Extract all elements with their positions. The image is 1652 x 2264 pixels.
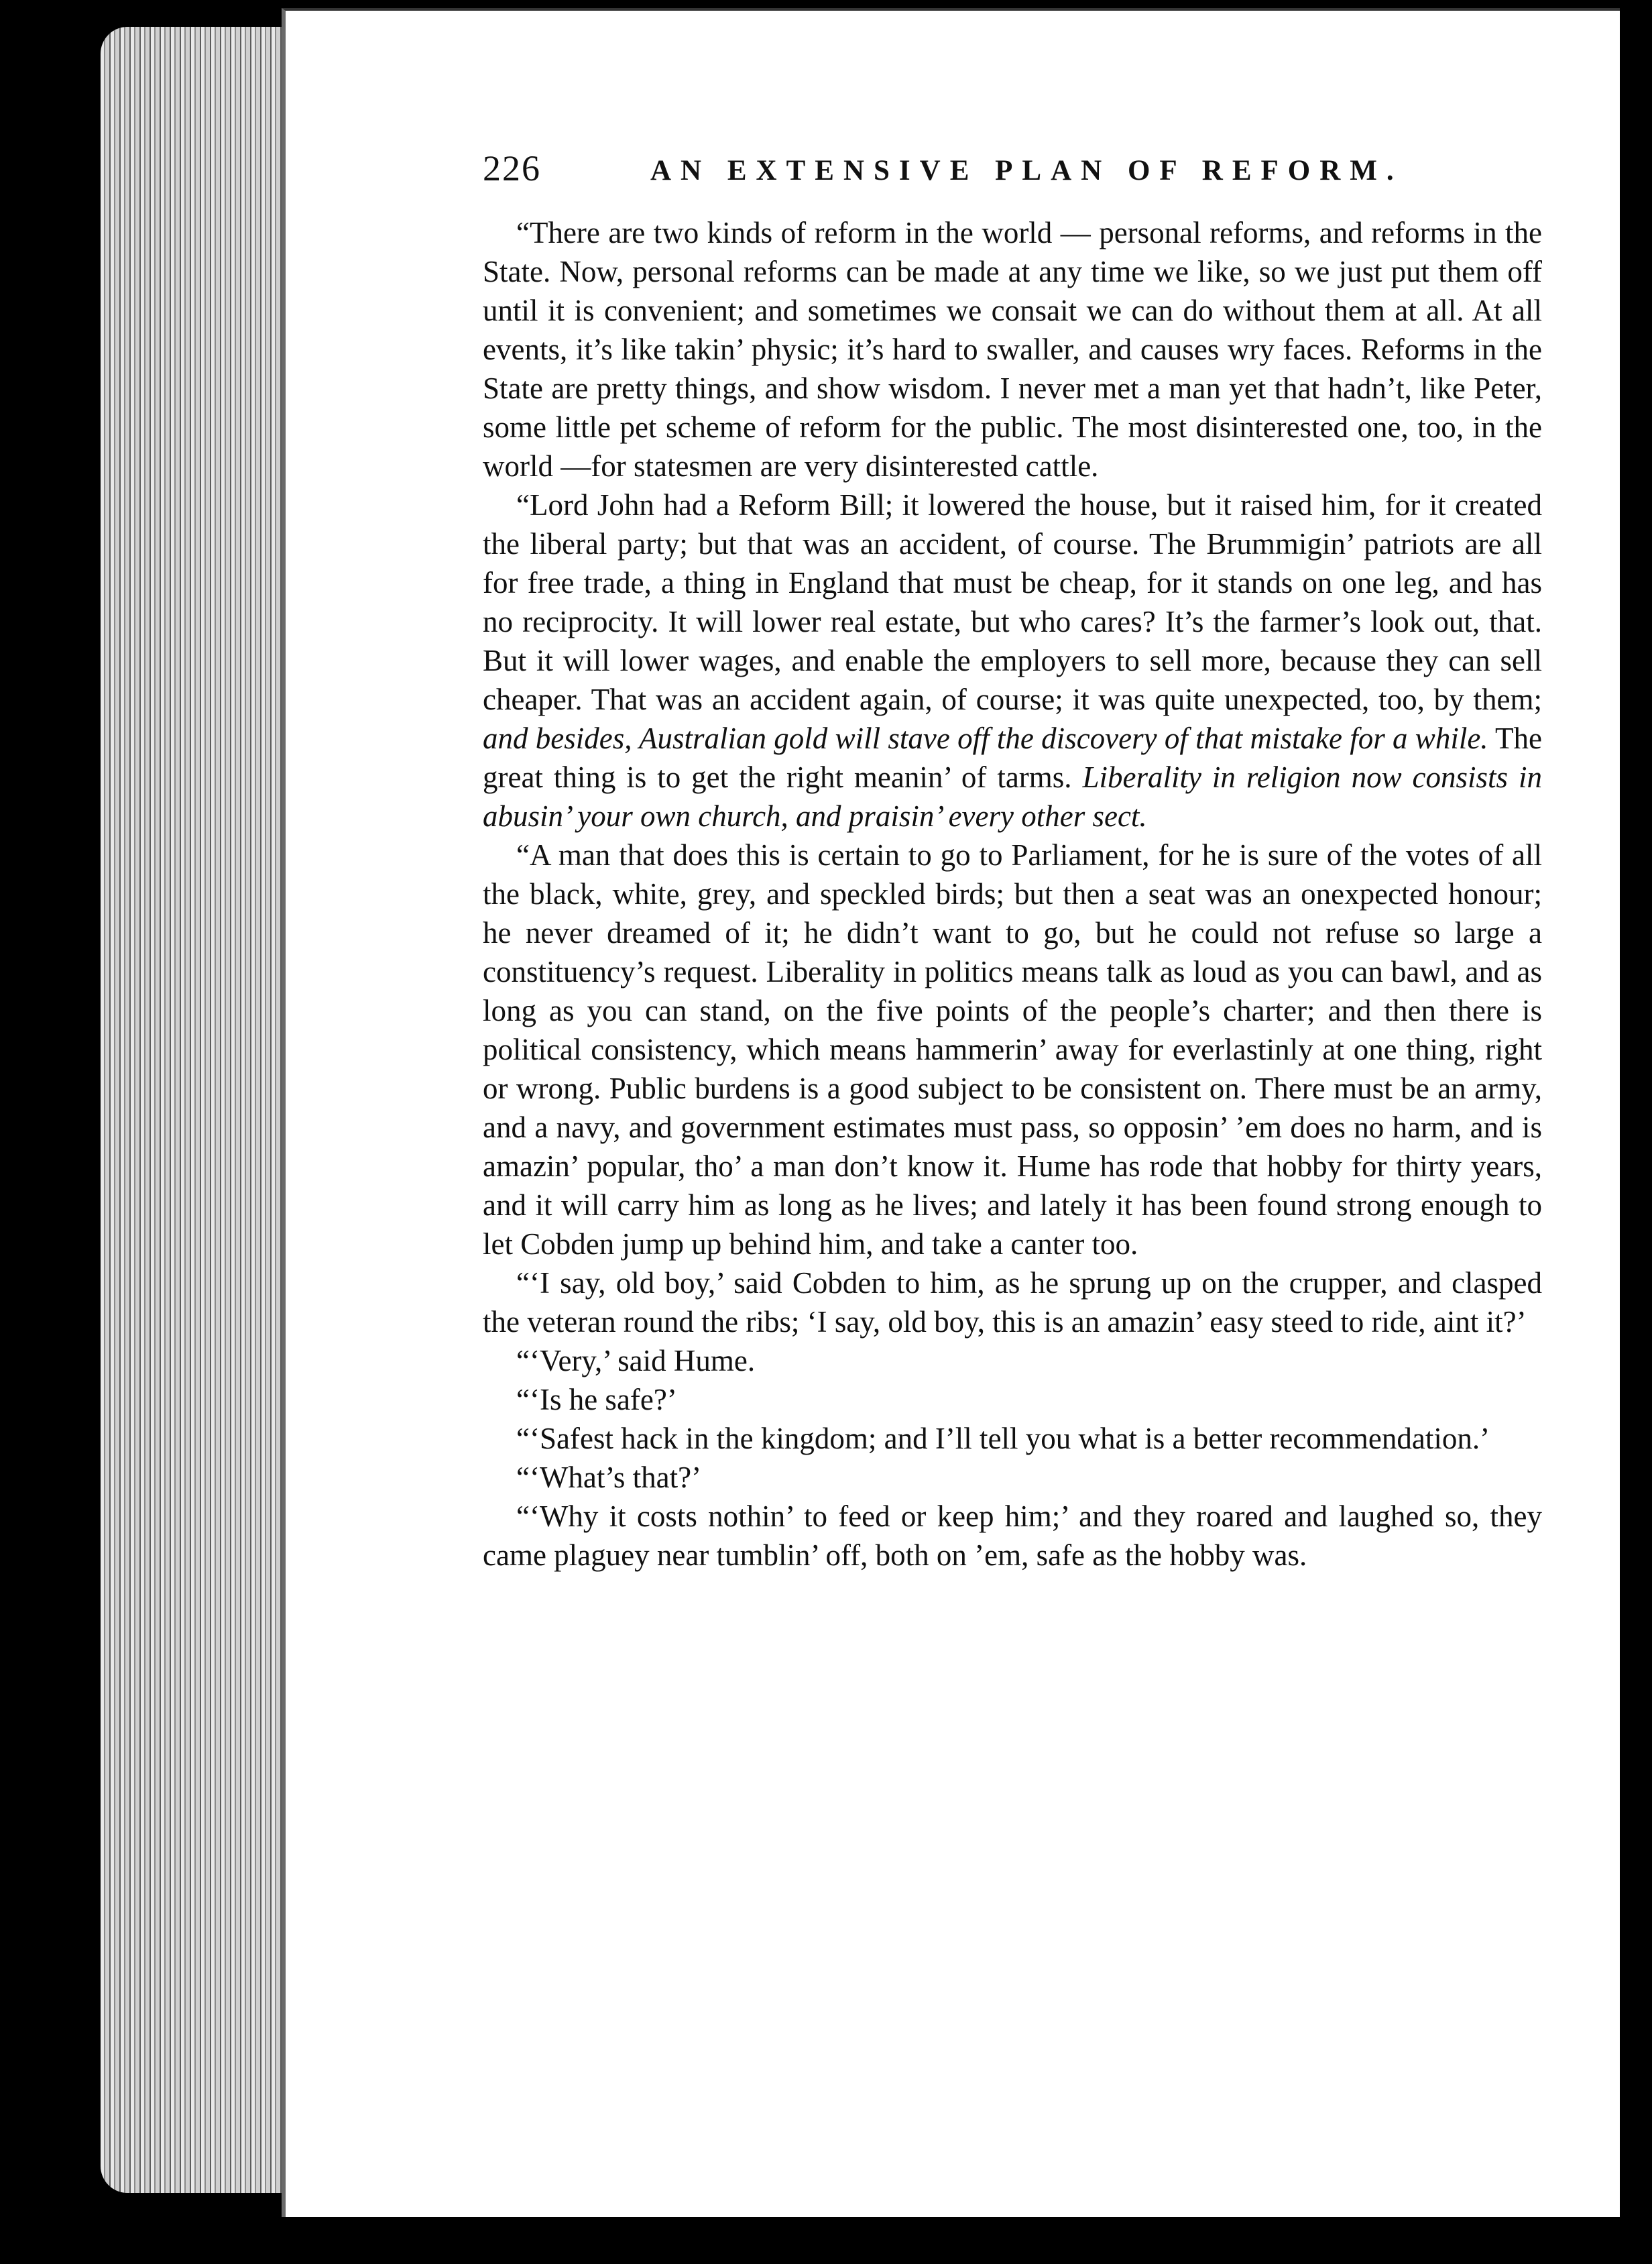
paragraph-6: “‘Is he safe?’ — [516, 1383, 677, 1416]
paragraph-9: “‘Why it costs nothin’ to feed or keep him;’ and they roared and laughed so, they came plaguey near tumblin’ off, both on ’em, safe as the hobby was. — [483, 1499, 1542, 1572]
page-header-title: AN EXTENSIVE PLAN OF REFORM. — [650, 155, 1403, 186]
paragraph-7: “‘Safest hack in the kingdom; and I’ll tell you what is a better recommendation.’ — [516, 1422, 1490, 1455]
page-number: 226 — [483, 148, 541, 188]
paragraph-4: “‘I say, old boy,’ said Cobden to him, as he sprung up on the crupper, and clasped the veteran round the ribs; ‘I say, old boy, this is an amazin’ easy steed to ride, aint it?’ — [483, 1266, 1542, 1339]
paragraph-2-italic-1: and besides, Australian gold will stave off the discovery of that mistake for a while. — [483, 722, 1488, 755]
paragraph-2 — [483, 486, 1542, 836]
paragraph-2-text: “Lord John had a Reform Bill; it lowered the house, but it raised him, for it created the liberal party; but that was an accident, of course. The Brummigin’ patriots are all for free trade, a thing in England that must be cheap, for it stands on one leg, and has no reciprocity. It will lower real estate, but who cares? It’s the farmer’s look out, that. But it will lower wages, and enable the employers to sell more, because they can sell cheaper. That was an accident again, of course; it was quite unexpected, too, by them; — [483, 488, 1542, 716]
page-content — [483, 149, 1542, 1575]
paragraph-8: “‘What’s that?’ — [516, 1461, 702, 1494]
paragraph-3: “A man that does this is certain to go to Parliament, for he is sure of the votes of all the black, white, grey, and speckled birds; but then a seat was an onexpected honour; he never dreamed of it; he didn’t want to go, but he could not refuse so large a constituency’s request. Liberality in politics means talk as loud as you can bawl, and as long as you can stand, on the five points of the people’s charter; and then there is political consistency, which means hammerin’ away for everlastinly at one thing, right or wrong. Public burdens is a good subject to be consistent on. There must be an army, and a navy, and government estimates must pass, so opposin’ ’em does no harm, and is amazin’ popular, tho’ a man don’t know it. Hume has rode that hobby for thirty years, and it will carry him as long as he lives; and lately it has been found strong enough to let Cobden jump up behind him, and take a canter too. — [483, 838, 1542, 1261]
paragraph-2-italic-2: Liberality in religion now consists in abusin’ your own church, and praisin’ every other sect. — [483, 760, 1542, 833]
paragraph-1: “There are two kinds of reform in the world — personal reforms, and reforms in the State. Now, personal reforms can be made at any time we like, so we just put them off until it is convenient; and sometimes we consait we can do without them at all. At all events, it’s like takin’ physic; it’s hard to swaller, and causes wry faces. Reforms in the State are pretty things, and show wisdom. I never met a man yet that hadn’t, like Peter, some little pet scheme of reform for the public. The most disinterested one, too, in the world —for statesmen are very disinterested cattle. — [483, 216, 1542, 483]
book-page-edges — [101, 27, 295, 2193]
running-head — [483, 149, 1542, 196]
paragraph-2-middle: The great thing is to get the right meanin’ of tarms. — [483, 722, 1543, 794]
paragraph-5: “‘Very,’ said Hume. — [516, 1344, 756, 1377]
